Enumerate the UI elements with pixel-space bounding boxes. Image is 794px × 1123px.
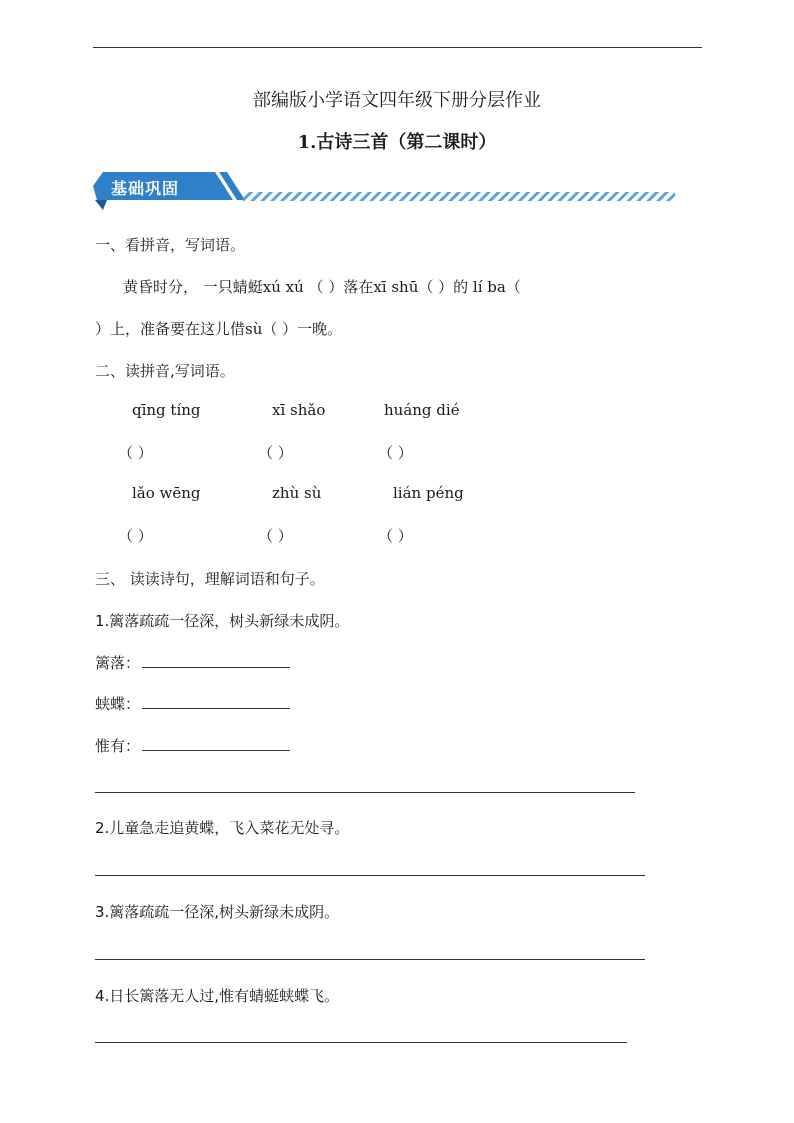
answer-paren: （ ） — [378, 527, 413, 545]
banner-fold-shape — [95, 200, 107, 210]
answer-blank[interactable] — [142, 653, 290, 668]
banner-graphic — [93, 170, 678, 214]
question-1: 1.篱落疏疏一径深，树头新绿未成阴。 — [95, 612, 350, 630]
term-row-jiadie — [95, 693, 290, 714]
term-label: 篱落： — [95, 654, 141, 672]
pinyin-item: lǎo wēng — [132, 484, 201, 502]
answer-line[interactable] — [95, 875, 645, 876]
term-label: 蛱蝶： — [95, 695, 141, 713]
section1-heading: 一、看拼音，写词语。 — [95, 236, 246, 254]
answer-blank[interactable] — [142, 694, 290, 709]
question-2: 2.儿童急走追黄蝶，飞入菜花无处寻。 — [95, 819, 350, 837]
answer-paren: （ ） — [258, 444, 293, 462]
section3-heading: 三、 读读诗句，理解词语和句子。 — [95, 570, 325, 588]
header-rule — [93, 47, 702, 48]
answer-paren: （ ） — [118, 527, 153, 545]
pinyin-item: qīng tíng — [132, 401, 201, 419]
pinyin-item: lián péng — [393, 484, 464, 502]
answer-line[interactable] — [95, 959, 645, 960]
banner-label: 基础巩固 — [111, 179, 180, 198]
answer-blank[interactable] — [142, 736, 290, 751]
answer-paren: （ ） — [258, 527, 293, 545]
question-3: 3.篱落疏疏一径深,树头新绿未成阴。 — [95, 903, 340, 921]
answer-line[interactable] — [95, 1042, 627, 1043]
section-banner — [93, 170, 678, 214]
answer-paren: （ ） — [378, 444, 413, 462]
section1-line1: 黄昏时分， 一只蜻蜓xú xú （ ）落在xī shū（ ）的 lí ba（ — [123, 278, 521, 296]
section2-heading: 二、读拼音,写词语。 — [95, 362, 235, 380]
question-4: 4.日长篱落无人过,惟有蜻蜓蛱蝶飞。 — [95, 987, 340, 1005]
banner-hatch-bar — [243, 192, 675, 201]
section1-line2: ）上，准备要在这儿借sù（ ）一晚。 — [95, 320, 343, 338]
term-label: 惟有： — [95, 737, 141, 755]
term-row-weiyou — [95, 735, 290, 756]
lesson-title: 1.古诗三首（第二课时） — [297, 132, 497, 153]
answer-paren: （ ） — [118, 444, 153, 462]
page-title: 部编版小学语文四年级下册分层作业 — [253, 90, 541, 111]
pinyin-item: zhù sù — [272, 484, 322, 502]
pinyin-item: xī shǎo — [272, 401, 326, 419]
pinyin-item: huáng dié — [384, 401, 460, 419]
answer-line[interactable] — [95, 792, 635, 793]
term-row-liluo — [95, 652, 290, 673]
